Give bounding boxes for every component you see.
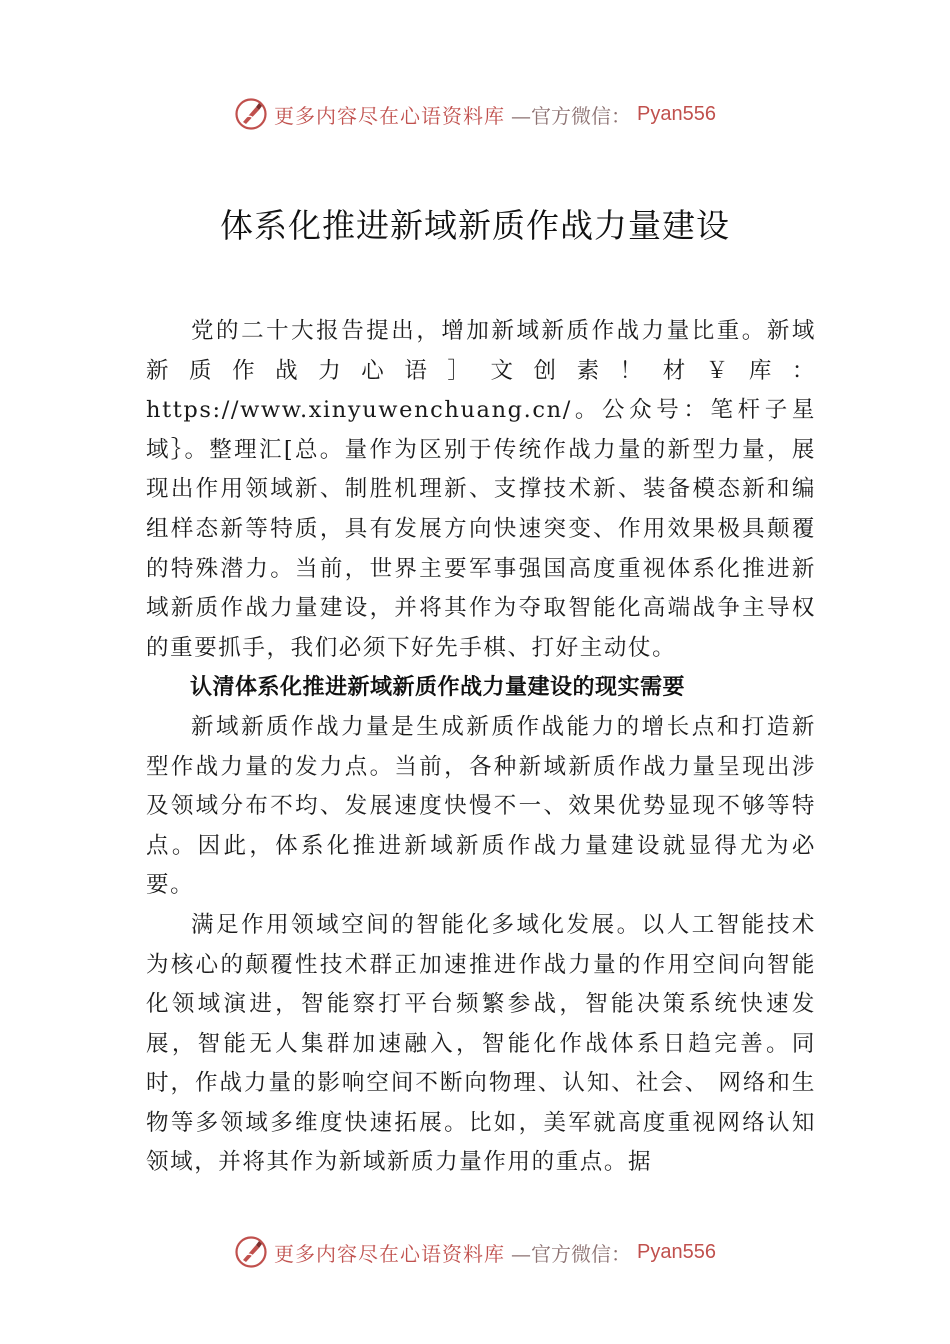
banner-wechat-label: —官方微信： [511, 1241, 632, 1266]
pen-logo-icon [234, 1235, 268, 1269]
banner-wechat-label: —官方微信： [511, 103, 632, 128]
document-title: 体系化推进新域新质作战力量建设 [220, 206, 730, 245]
document-body [146, 312, 816, 1183]
header-watermark-banner [0, 92, 950, 136]
banner-wechat-id: Pyan556 [637, 102, 716, 125]
paragraph-intro: 党的二十大报告提出，增加新域新质作战力量比重。新域新质作战力心语］文创素！材￥库：https://www.xinyuwenchuang.cn/。公众号：笔杆子星域｝。整理汇[总。量作为区别于传统作战力量的新型力量，展现出作用领域新、制胜机理新、支撑技术新、装备模态新和编组样态新等特质，具有发展方向快速突变、作用效果极具颠覆的特殊潜力。当前，世界主要军事强国高度重视体系化推进新域新质作战力量建设，并将其作为夺取智能化高端战争主导权的重要抓手，我们必须下好先手棋、打好主动仗。 [146, 318, 816, 661]
banner-wechat-id: Pyan556 [637, 1240, 716, 1263]
pen-logo-icon [234, 97, 268, 131]
banner-site-text: 更多内容尽在心语资料库 [274, 103, 506, 128]
paragraph-2: 新域新质作战力量是生成新质作战能力的增长点和打造新型作战力量的发力点。当前，各种新域新质作战力量呈现出涉及领域分布不均、发展速度快慢不一、效果优势显现不够等特点。因此，体系化推进新域新质作战力量建设就显得尤为必要。 [146, 713, 816, 899]
section-heading: 认清体系化推进新域新质作战力量建设的现实需要 [190, 675, 686, 701]
paragraph-3: 满足作用领域空间的智能化多域化发展。以人工智能技术为核心的颠覆性技术群正加速推进作战力量的作用空间向智能化领域演进，智能察打平台频繁参战，智能决策系统快速发展，智能无人集群加速融入，智能化作战体系日趋完善。同时，作战力量的影响空间不断向物理、认知、社会、 网络和生物等多领域多维度快速拓展。比如，美军就高度重视网络认知领域，并将其作为新域新质力量作用的重点。据 [146, 911, 816, 1176]
banner-site-text: 更多内容尽在心语资料库 [274, 1241, 506, 1266]
footer-watermark-banner [0, 1230, 950, 1274]
